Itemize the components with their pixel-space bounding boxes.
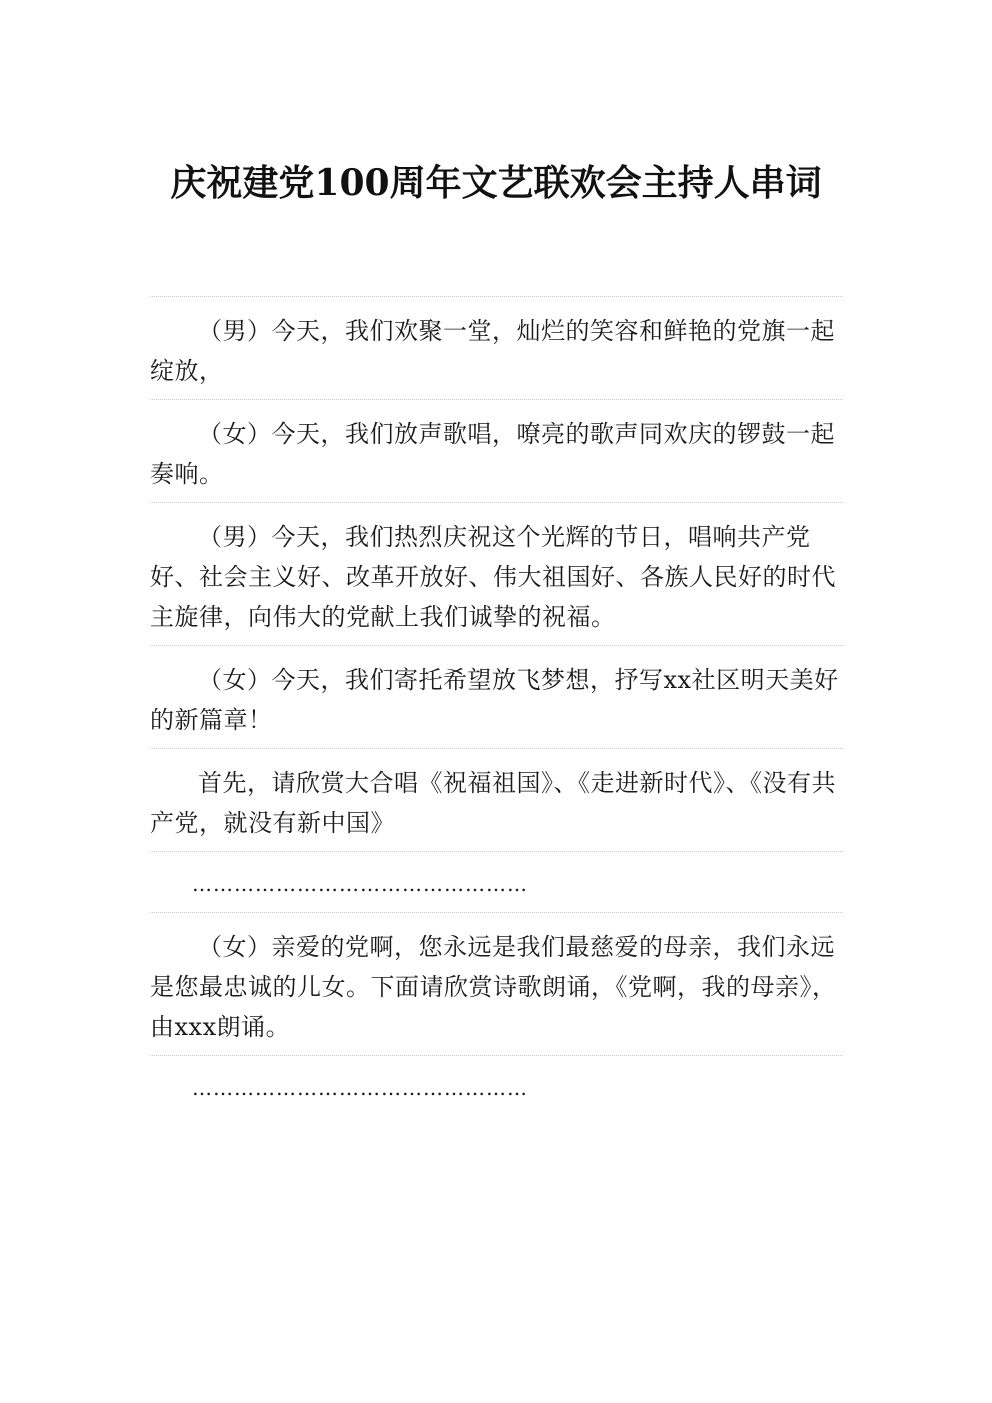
paragraph-female-2: （女）今天，我们寄托希望放飞梦想，抒写xx社区明天美好的新篇章！ — [150, 666, 839, 734]
ellipsis-line-1: ………………………………………… — [192, 872, 528, 896]
paragraph-program-intro: 首先，请欣赏大合唱《祝福祖国》、《走进新时代》、《没有共产党，就没有新中国》 — [150, 769, 836, 837]
document-title: 庆祝建党100周年文艺联欢会主持人串词 — [170, 162, 822, 204]
document-body — [150, 296, 843, 1116]
ellipsis-line-2: ………………………………………… — [192, 1076, 528, 1100]
paragraph-male-1: （男）今天，我们欢聚一堂，灿烂的笑容和鲜艳的党旗一起绽放， — [150, 317, 835, 385]
paragraph-female-3: （女）亲爱的党啊，您永远是我们最慈爱的母亲，我们永远是您最忠诚的儿女。下面请欣赏诗歌朗诵，《党啊，我的母亲》，由xxx朗诵。 — [150, 933, 837, 1041]
paragraph-male-2: （男）今天，我们热烈庆祝这个光辉的节日，唱响共产党好、社会主义好、改革开放好、伟大祖国好、各族人民好的时代主旋律，向伟大的党献上我们诚挚的祝福。 — [150, 523, 836, 631]
paragraph-female-1: （女）今天，我们放声歌唱，嘹亮的歌声同欢庆的锣鼓一起奏响。 — [150, 420, 835, 488]
